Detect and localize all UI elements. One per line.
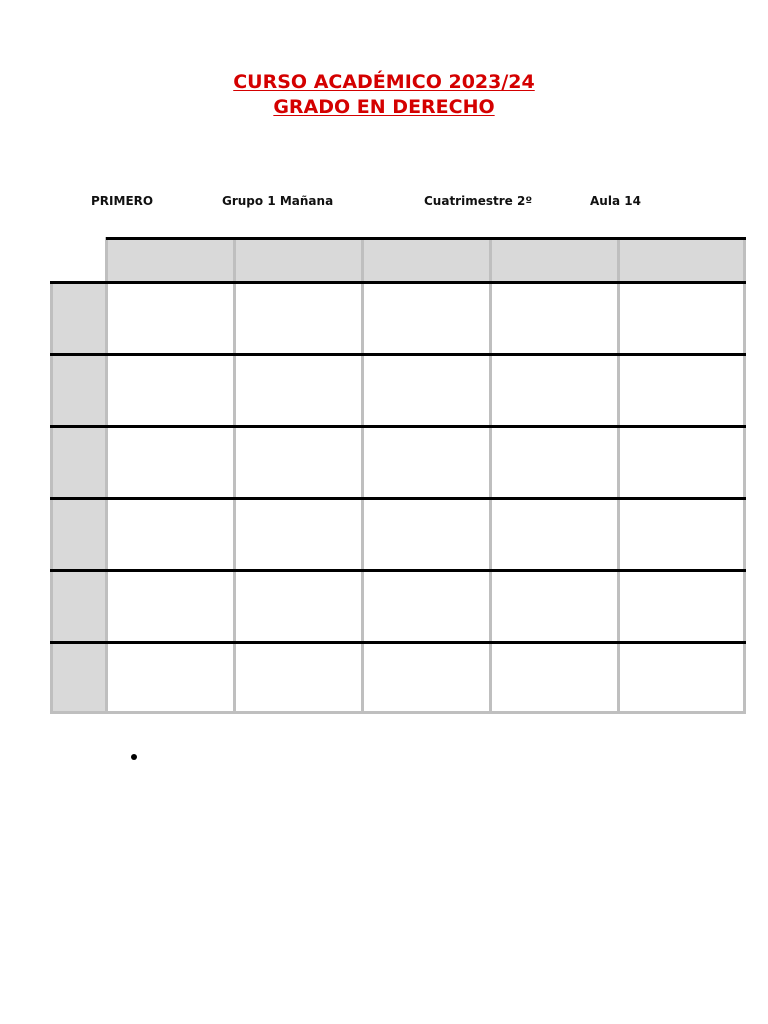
row-header-cell [50, 354, 106, 426]
table-cell [362, 570, 490, 642]
row-header-cell [50, 570, 106, 642]
title-line-2: GRADO EN DERECHO [273, 96, 495, 118]
row-header-cell [50, 498, 106, 570]
table-cell [490, 354, 618, 426]
row-header-cell [50, 426, 106, 498]
column-header-cell [234, 237, 362, 282]
table-cell [618, 282, 746, 354]
timetable-grid [50, 237, 748, 715]
table-cell [106, 426, 234, 498]
course-label: PRIMERO [91, 194, 154, 208]
table-cell [106, 354, 234, 426]
table-cell [106, 282, 234, 354]
term-label: Cuatrimestre 2º [424, 194, 533, 208]
table-cell [618, 642, 746, 714]
table-cell [618, 498, 746, 570]
table-cell [234, 282, 362, 354]
grid-top-border [106, 237, 746, 240]
document-title [0, 70, 768, 120]
group-label: Grupo 1 Mañana [222, 194, 334, 208]
table-cell [490, 570, 618, 642]
table-cell [618, 426, 746, 498]
table-cell [618, 354, 746, 426]
table-cell [234, 498, 362, 570]
grid-horizontal-line [50, 281, 746, 284]
column-header-cell [106, 237, 234, 282]
grid-horizontal-line [50, 353, 746, 356]
table-cell [490, 642, 618, 714]
grid-bottom-border [50, 711, 746, 714]
table-cell [106, 642, 234, 714]
grid-horizontal-line [50, 641, 746, 644]
table-cell [234, 354, 362, 426]
table-cell [234, 642, 362, 714]
table-cell [362, 642, 490, 714]
title-line-1: CURSO ACADÉMICO 2023/24 [233, 71, 535, 93]
grid-horizontal-line [50, 497, 746, 500]
grid-horizontal-line [50, 425, 746, 428]
row-header-cell [50, 282, 106, 354]
table-cell [106, 570, 234, 642]
column-header-cell [490, 237, 618, 282]
table-cell [362, 282, 490, 354]
room-label: Aula 14 [590, 194, 641, 208]
empty-list-bullet [131, 754, 137, 760]
course-info-row [0, 194, 768, 210]
grid-horizontal-line [50, 569, 746, 572]
table-cell [106, 498, 234, 570]
table-cell [362, 498, 490, 570]
column-header-cell [362, 237, 490, 282]
table-cell [234, 426, 362, 498]
row-header-cell [50, 642, 106, 714]
column-header-cell [618, 237, 746, 282]
table-cell [490, 426, 618, 498]
table-cell [618, 570, 746, 642]
table-cell [362, 354, 490, 426]
table-cell [490, 282, 618, 354]
table-cell [490, 498, 618, 570]
table-cell [362, 426, 490, 498]
table-cell [234, 570, 362, 642]
